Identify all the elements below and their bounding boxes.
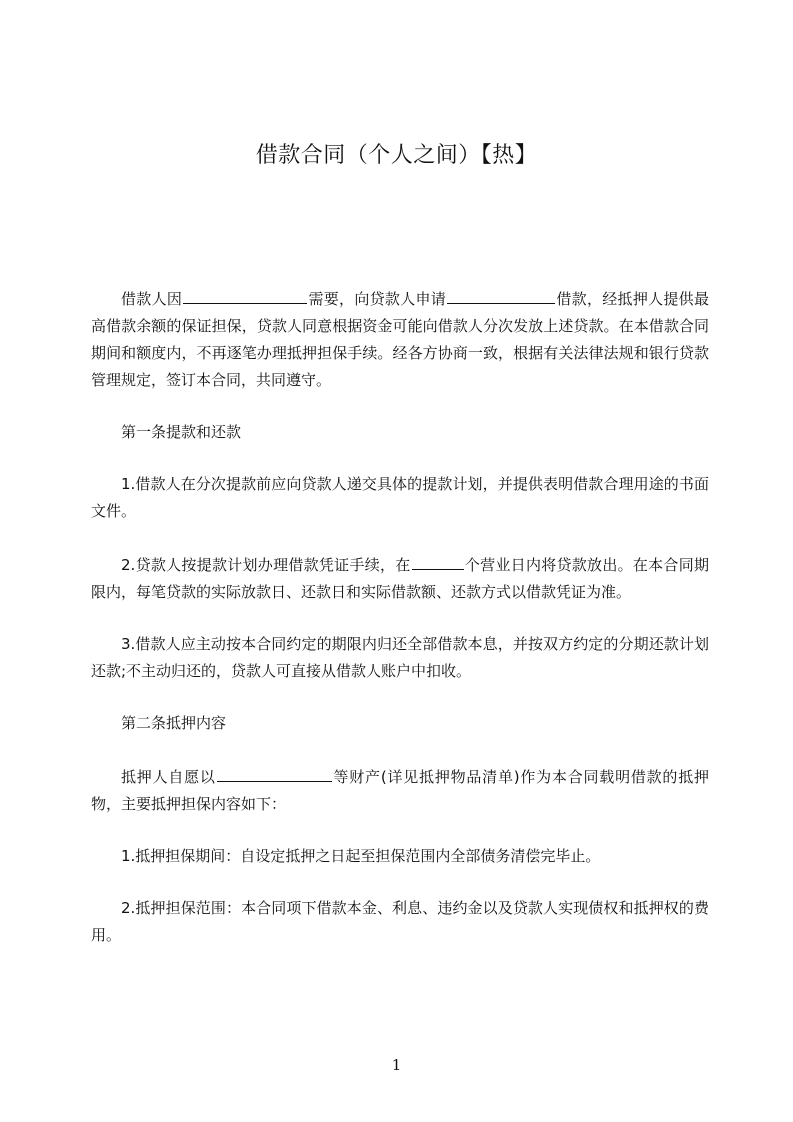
- intro-paragraph: [91, 284, 709, 394]
- article-1-item-3: 3.借款人应主动按本合同约定的期限内归还全部借款本息，并按双方约定的分期还款计划还款;不主动归还的，贷款人可直接从借款人账户中扣收。: [91, 635, 709, 680]
- article-2-item-2: 2.抵押担保范围：本合同项下借款本金、利息、违约金以及贷款人实现债权和抵押权的费用。: [91, 899, 709, 944]
- document-title: 借款合同（个人之间）【热】: [255, 143, 538, 168]
- article-1-item-2-text-2: 个营业日内将贷款放出。在本合同期限内，每笔贷款的实际放款日、还款日和实际借款额、还款方式以借款凭证为准。: [91, 556, 709, 601]
- intro-text-2: 需要，向贷款人申请: [308, 290, 447, 308]
- business-days-blank: [412, 550, 464, 570]
- loan-amount-blank: [447, 284, 555, 304]
- document-body: [91, 284, 709, 949]
- article-2-intro-text-1: 抵押人自愿以: [121, 768, 216, 786]
- intro-text-1: 借款人因: [121, 290, 183, 308]
- collateral-property-blank: [217, 762, 332, 782]
- article-1-item-2-text-1: 2.贷款人按提款计划办理借款凭证手续，在: [121, 556, 411, 574]
- article-2-intro-text-2: 等财产(详见抵押物品清单)作为本合同载明借款的抵押物，主要抵押担保内容如下：: [91, 768, 709, 813]
- purpose-blank: [183, 284, 307, 304]
- article-2-heading: 第二条抵押内容: [121, 714, 227, 732]
- article-2-item-1: 1.抵押担保期间：自设定抵押之日起至担保范围内全部债务清偿完毕止。: [121, 847, 601, 865]
- page-number: 1: [391, 1056, 402, 1074]
- article-1-item-1: 1.借款人在分次提款前应向贷款人递交具体的提款计划，并提供表明借款合理用途的书面文件。: [91, 475, 709, 520]
- article-2-intro: [91, 762, 709, 818]
- intro-text-3: 借款，经抵押人提供最高借款余额的保证担保，贷款人同意根据资金可能向借款人分次发放上述贷款。在本借款合同期间和额度内，不再逐笔办理抵押担保手续。经各方协商一致，根据有关法律法规和银行贷款管理规定，签订本合同，共同遵守。: [91, 290, 709, 389]
- article-1-heading: 第一条提款和还款: [121, 423, 242, 441]
- article-1-item-2: [91, 550, 709, 606]
